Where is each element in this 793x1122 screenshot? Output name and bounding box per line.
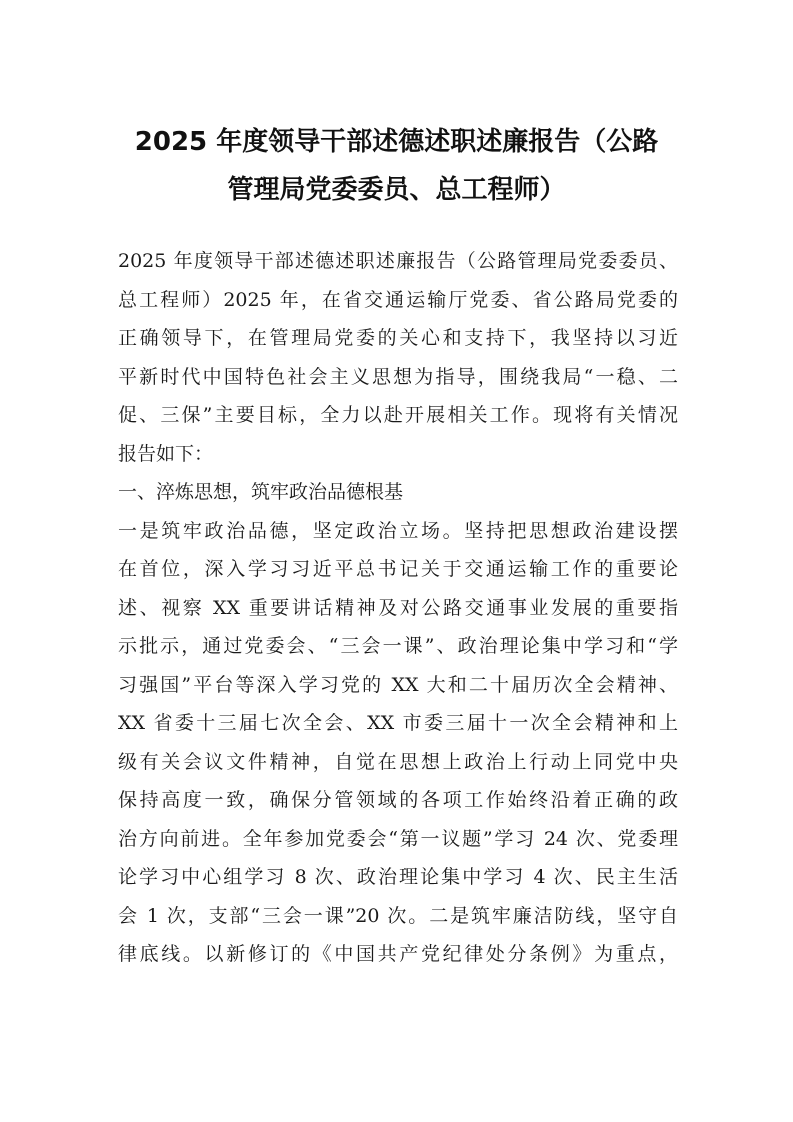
body-line: 律底线。以新修订的《中国共产党纪律处分条例》为重点， bbox=[118, 943, 678, 965]
body-line: 平新时代中国特色社会主义思想为指导，围绕我局“一稳、二 bbox=[118, 365, 678, 388]
body-line: 一是筑牢政治品德，坚定政治立场。坚持把思想政治建设摆 bbox=[118, 519, 678, 542]
body-line: 报告如下： bbox=[118, 442, 214, 465]
body-line: 论学习中心组学习 8 次、政治理论集中学习 4 次、民主生活 bbox=[118, 866, 678, 888]
body-line: 习强国”平台等深入学习党的 XX 大和二十届历次全会精神、 bbox=[118, 673, 678, 696]
title-line-1: 2025 年度领导干部述德述职述廉报告（公路 bbox=[134, 127, 659, 157]
body-line: 会 1 次，支部“三会一课”20 次。二是筑牢廉洁防线，坚守自 bbox=[118, 904, 678, 927]
body-line: 述、视察 XX 重要讲话精神及对公路交通事业发展的重要指 bbox=[118, 596, 678, 619]
body-line: 治方向前进。全年参加党委会“第一议题”学习 24 次、党委理 bbox=[118, 827, 678, 850]
body-line: 2025 年度领导干部述德述职述廉报告（公路管理局党委委员、 bbox=[118, 250, 678, 272]
section-heading: 一、淬炼思想，筑牢政治品德根基 bbox=[118, 481, 404, 503]
body-line: 保持高度一致，确保分管领域的各项工作始终沿着正确的政 bbox=[118, 789, 678, 811]
body-line: 示批示，通过党委会、“三会一课”、政治理论集中学习和“学 bbox=[118, 635, 678, 657]
body-line: 正确领导下，在管理局党委的关心和支持下，我坚持以习近 bbox=[118, 327, 678, 349]
body-line: 在首位，深入学习习近平总书记关于交通运输工作的重要论 bbox=[118, 558, 678, 580]
title-line-2: 管理局党委委员、总工程师） bbox=[227, 175, 566, 205]
body-line: 总工程师）2025 年，在省交通运输厅党委、省公路局党委的 bbox=[118, 288, 678, 311]
document-title bbox=[110, 118, 683, 214]
document-body bbox=[118, 242, 678, 974]
body-line: XX 省委十三届七次全会、XX 市委三届十一次全会精神和上 bbox=[118, 712, 678, 734]
body-line: 促、三保”主要目标，全力以赴开展相关工作。现将有关情况 bbox=[118, 404, 678, 426]
body-line: 级有关会议文件精神，自觉在思想上政治上行动上同党中央 bbox=[118, 750, 678, 773]
